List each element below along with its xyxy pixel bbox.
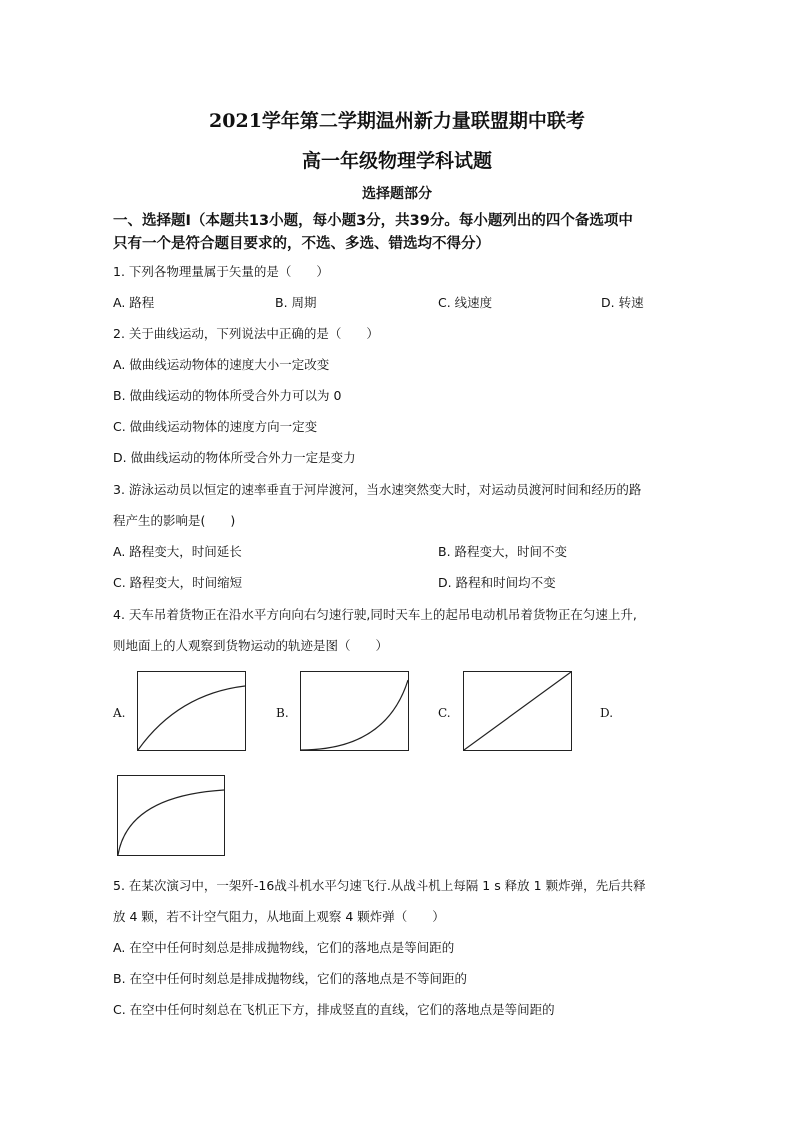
q3-stem-line2: 程产生的影响是( ) xyxy=(113,513,236,528)
q4-figure-a-label: A. xyxy=(113,706,126,720)
section-title: 选择题部分 xyxy=(362,186,432,202)
exam-subtitle: 高一年级物理学科试题 xyxy=(301,150,492,172)
q1-option-a: A. 路程 xyxy=(113,295,155,310)
q2-stem: 2. 关于曲线运动，下列说法中正确的是（ ） xyxy=(113,326,379,341)
q2-option-d: D. 做曲线运动的物体所受合外力一定是变力 xyxy=(113,450,356,465)
q2-option-b: B. 做曲线运动的物体所受合外力可以为 0 xyxy=(113,388,342,403)
q1-stem: 1. 下列各物理量属于矢量的是（ ） xyxy=(113,264,329,279)
part-heading-line2: 只有一个是符合题目要求的，不选、多选、错选均不得分） xyxy=(113,236,490,252)
q4-figure-d-curve xyxy=(118,776,224,855)
q4-stem-line2: 则地面上的人观察到货物运动的轨迹是图（ ） xyxy=(113,638,389,653)
q4-stem-line1: 4. 天车吊着货物正在沿水平方向向右匀速行驶,同时天车上的起吊电动机吊着货物正在匀速上升, xyxy=(113,607,637,622)
q4-figure-d xyxy=(117,775,225,856)
q1-option-b: B. 周期 xyxy=(275,295,317,310)
q3-option-a: A. 路程变大，时间延长 xyxy=(113,544,242,559)
exam-title: 2021学年第二学期温州新力量联盟期中联考 xyxy=(209,110,585,132)
q3-option-c: C. 路程变大，时间缩短 xyxy=(113,575,243,590)
q5-stem-line2: 放 4 颗，若不计空气阻力，从地面上观察 4 颗炸弹（ ） xyxy=(113,909,445,924)
q5-option-c: C. 在空中任何时刻总在飞机正下方，排成竖直的直线，它们的落地点是等间距的 xyxy=(113,1002,555,1017)
q4-figure-c-label: C. xyxy=(438,706,451,720)
q5-option-b: B. 在空中任何时刻总是排成抛物线，它们的落地点是不等间距的 xyxy=(113,971,468,986)
q3-option-b: B. 路程变大，时间不变 xyxy=(438,544,568,559)
part-heading-line1: 一、选择题Ⅰ（本题共13小题，每小题3分，共39分。每小题列出的四个备选项中 xyxy=(113,213,633,229)
q4-figure-c xyxy=(463,671,572,751)
q3-option-d: D. 路程和时间均不变 xyxy=(438,575,556,590)
q5-option-a: A. 在空中任何时刻总是排成抛物线，它们的落地点是等间距的 xyxy=(113,940,455,955)
q4-figure-a xyxy=(137,671,246,751)
q2-option-c: C. 做曲线运动物体的速度方向一定变 xyxy=(113,419,318,434)
q4-figure-b xyxy=(300,671,409,751)
q2-option-a: A. 做曲线运动物体的速度大小一定改变 xyxy=(113,357,330,372)
q1-option-d: D. 转速 xyxy=(601,295,644,310)
q1-option-c: C. 线速度 xyxy=(438,295,493,310)
q4-figure-b-label: B. xyxy=(276,706,289,720)
q4-figure-c-line xyxy=(464,672,571,750)
q5-stem-line1: 5. 在某次演习中，一架歼-16战斗机水平匀速飞行.从战斗机上每隔 1 s 释放 1 颗炸弹，先后共释 xyxy=(113,878,646,893)
q4-figure-a-curve xyxy=(138,672,245,750)
q4-figure-d-label: D. xyxy=(600,706,614,720)
q4-figure-b-curve xyxy=(301,672,408,750)
q3-stem-line1: 3. 游泳运动员以恒定的速率垂直于河岸渡河，当水速突然变大时，对运动员渡河时间和经历的路 xyxy=(113,482,642,497)
